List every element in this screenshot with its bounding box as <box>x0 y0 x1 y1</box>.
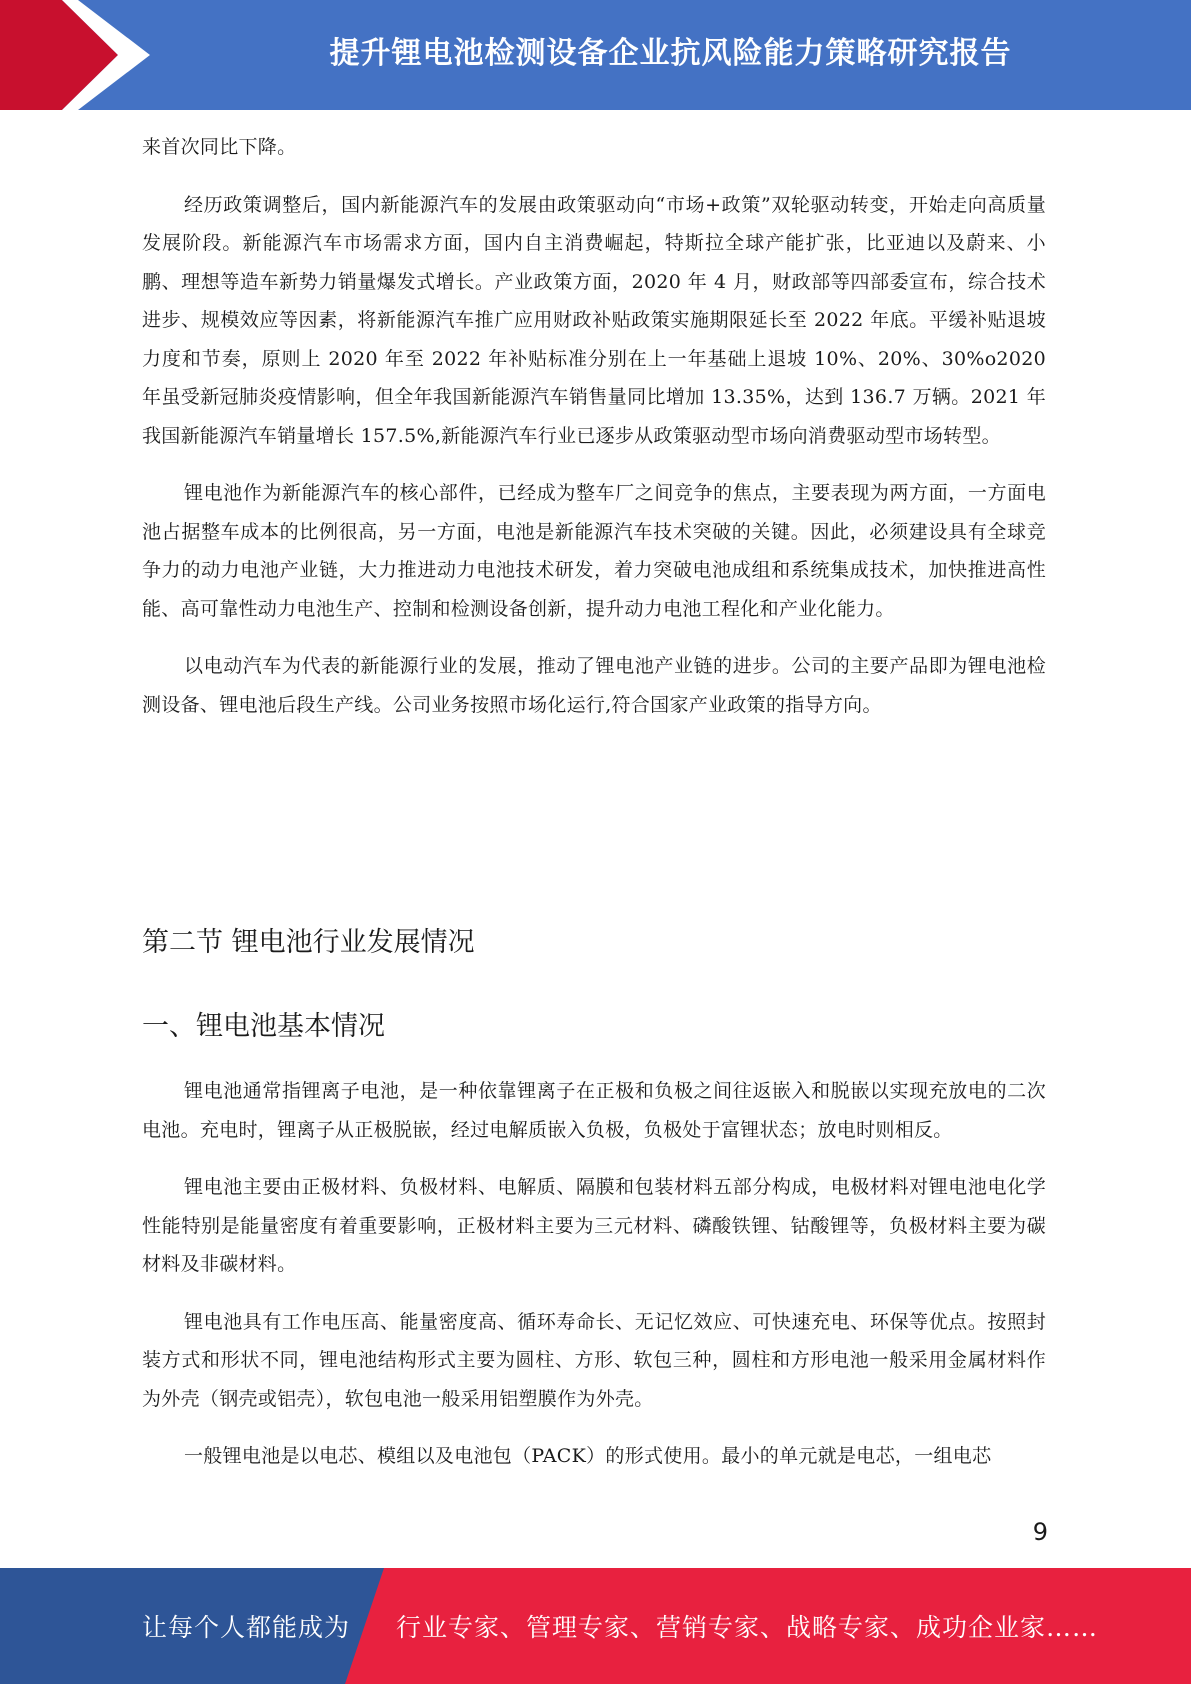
footer-slogan-left: 让每个人都能成为 <box>142 1613 351 1642</box>
paragraph: 锂电池具有工作电压高、能量密度高、循环寿命长、无记忆效应、可快速充电、环保等优点。按照封装方式和形状不同，锂电池结构形式主要为圆柱、方形、软包三种，圆柱和方形电池一般采用金属材料作为外壳（钢壳或铝壳），软包电池一般采用铝塑膜作为外壳。 <box>142 1310 1046 1410</box>
body-text-top <box>142 128 1046 743</box>
section-title: 第二节 锂电池行业发展情况 <box>142 927 475 958</box>
page-header <box>0 0 1191 110</box>
page-footer <box>0 1568 1191 1684</box>
paragraph: 锂电池主要由正极材料、负极材料、电解质、隔膜和包装材料五部分构成，电极材料对锂电池电化学性能特别是能量密度有着重要影响，正极材料主要为三元材料、磷酸铁锂、钴酸锂等，负极材料主要为碳材料及非碳材料。 <box>142 1176 1046 1275</box>
paragraph: 以电动汽车为代表的新能源行业的发展，推动了锂电池产业链的进步。公司的主要产品即为锂电池检测设备、锂电池后段生产线。公司业务按照市场化运行,符合国家产业政策的指导方向。 <box>142 655 1046 716</box>
paragraph: 经历政策调整后，国内新能源汽车的发展由政策驱动向“市场+政策”双轮驱动转变，开始走向高质量发展阶段。新能源汽车市场需求方面，国内自主消费崛起，特斯拉全球产能扩张，比亚迪以及蔚来、小鹏、理想等造车新势力销量爆发式增长。产业政策方面，2020 年 4 月，财政部等四部委宣布，综合技术进步、规模效应等因素，将新能源汽车推广应用财政补贴政策实施期限延长至 2022 年底。平缓补贴退坡力度和节奏，原则上 2020 年至 2022 年补贴标准分别在上一年基础上退坡 10%、20%、30%o2020 年虽受新冠肺炎疫情影响，但全年我国新能源汽车销售量同比增加 13.35%，达到 136.7 万辆。2021 年我国新能源汽车销量增长 157.5%,新能源汽车行业已逐步从政策驱动型市场向消费驱动型市场转型。 <box>142 193 1046 447</box>
subsection-title: 一、锂电池基本情况 <box>142 1011 385 1042</box>
header-arrow-icon <box>0 0 160 110</box>
paragraph: 来首次同比下降。 <box>142 136 297 158</box>
body-text-bottom <box>142 1072 1046 1495</box>
page-number: 9 <box>1032 1518 1048 1546</box>
footer-slogan-right: 行业专家、管理专家、营销专家、战略专家、成功企业家…… <box>396 1613 1099 1642</box>
paragraph: 锂电池通常指锂离子电池，是一种依靠锂离子在正极和负极之间往返嵌入和脱嵌以实现充放电的二次电池。充电时，锂离子从正极脱嵌，经过电解质嵌入负极，负极处于富锂状态；放电时则相反。 <box>142 1080 1046 1141</box>
paragraph: 锂电池作为新能源汽车的核心部件，已经成为整车厂之间竞争的焦点，主要表现为两方面，一方面电池占据整车成本的比例很高，另一方面，电池是新能源汽车技术突破的关键。因此，必须建设具有全球竞争力的动力电池产业链，大力推进动力电池技术研发，着力突破电池成组和系统集成技术，加快推进高性能、高可靠性动力电池生产、控制和检测设备创新，提升动力电池工程化和产业化能力。 <box>142 482 1046 620</box>
report-title: 提升锂电池检测设备企业抗风险能力策略研究报告 <box>329 36 1012 71</box>
paragraph: 一般锂电池是以电芯、模组以及电池包（PACK）的形式使用。最小的单元就是电芯，一组电芯 <box>184 1445 992 1467</box>
